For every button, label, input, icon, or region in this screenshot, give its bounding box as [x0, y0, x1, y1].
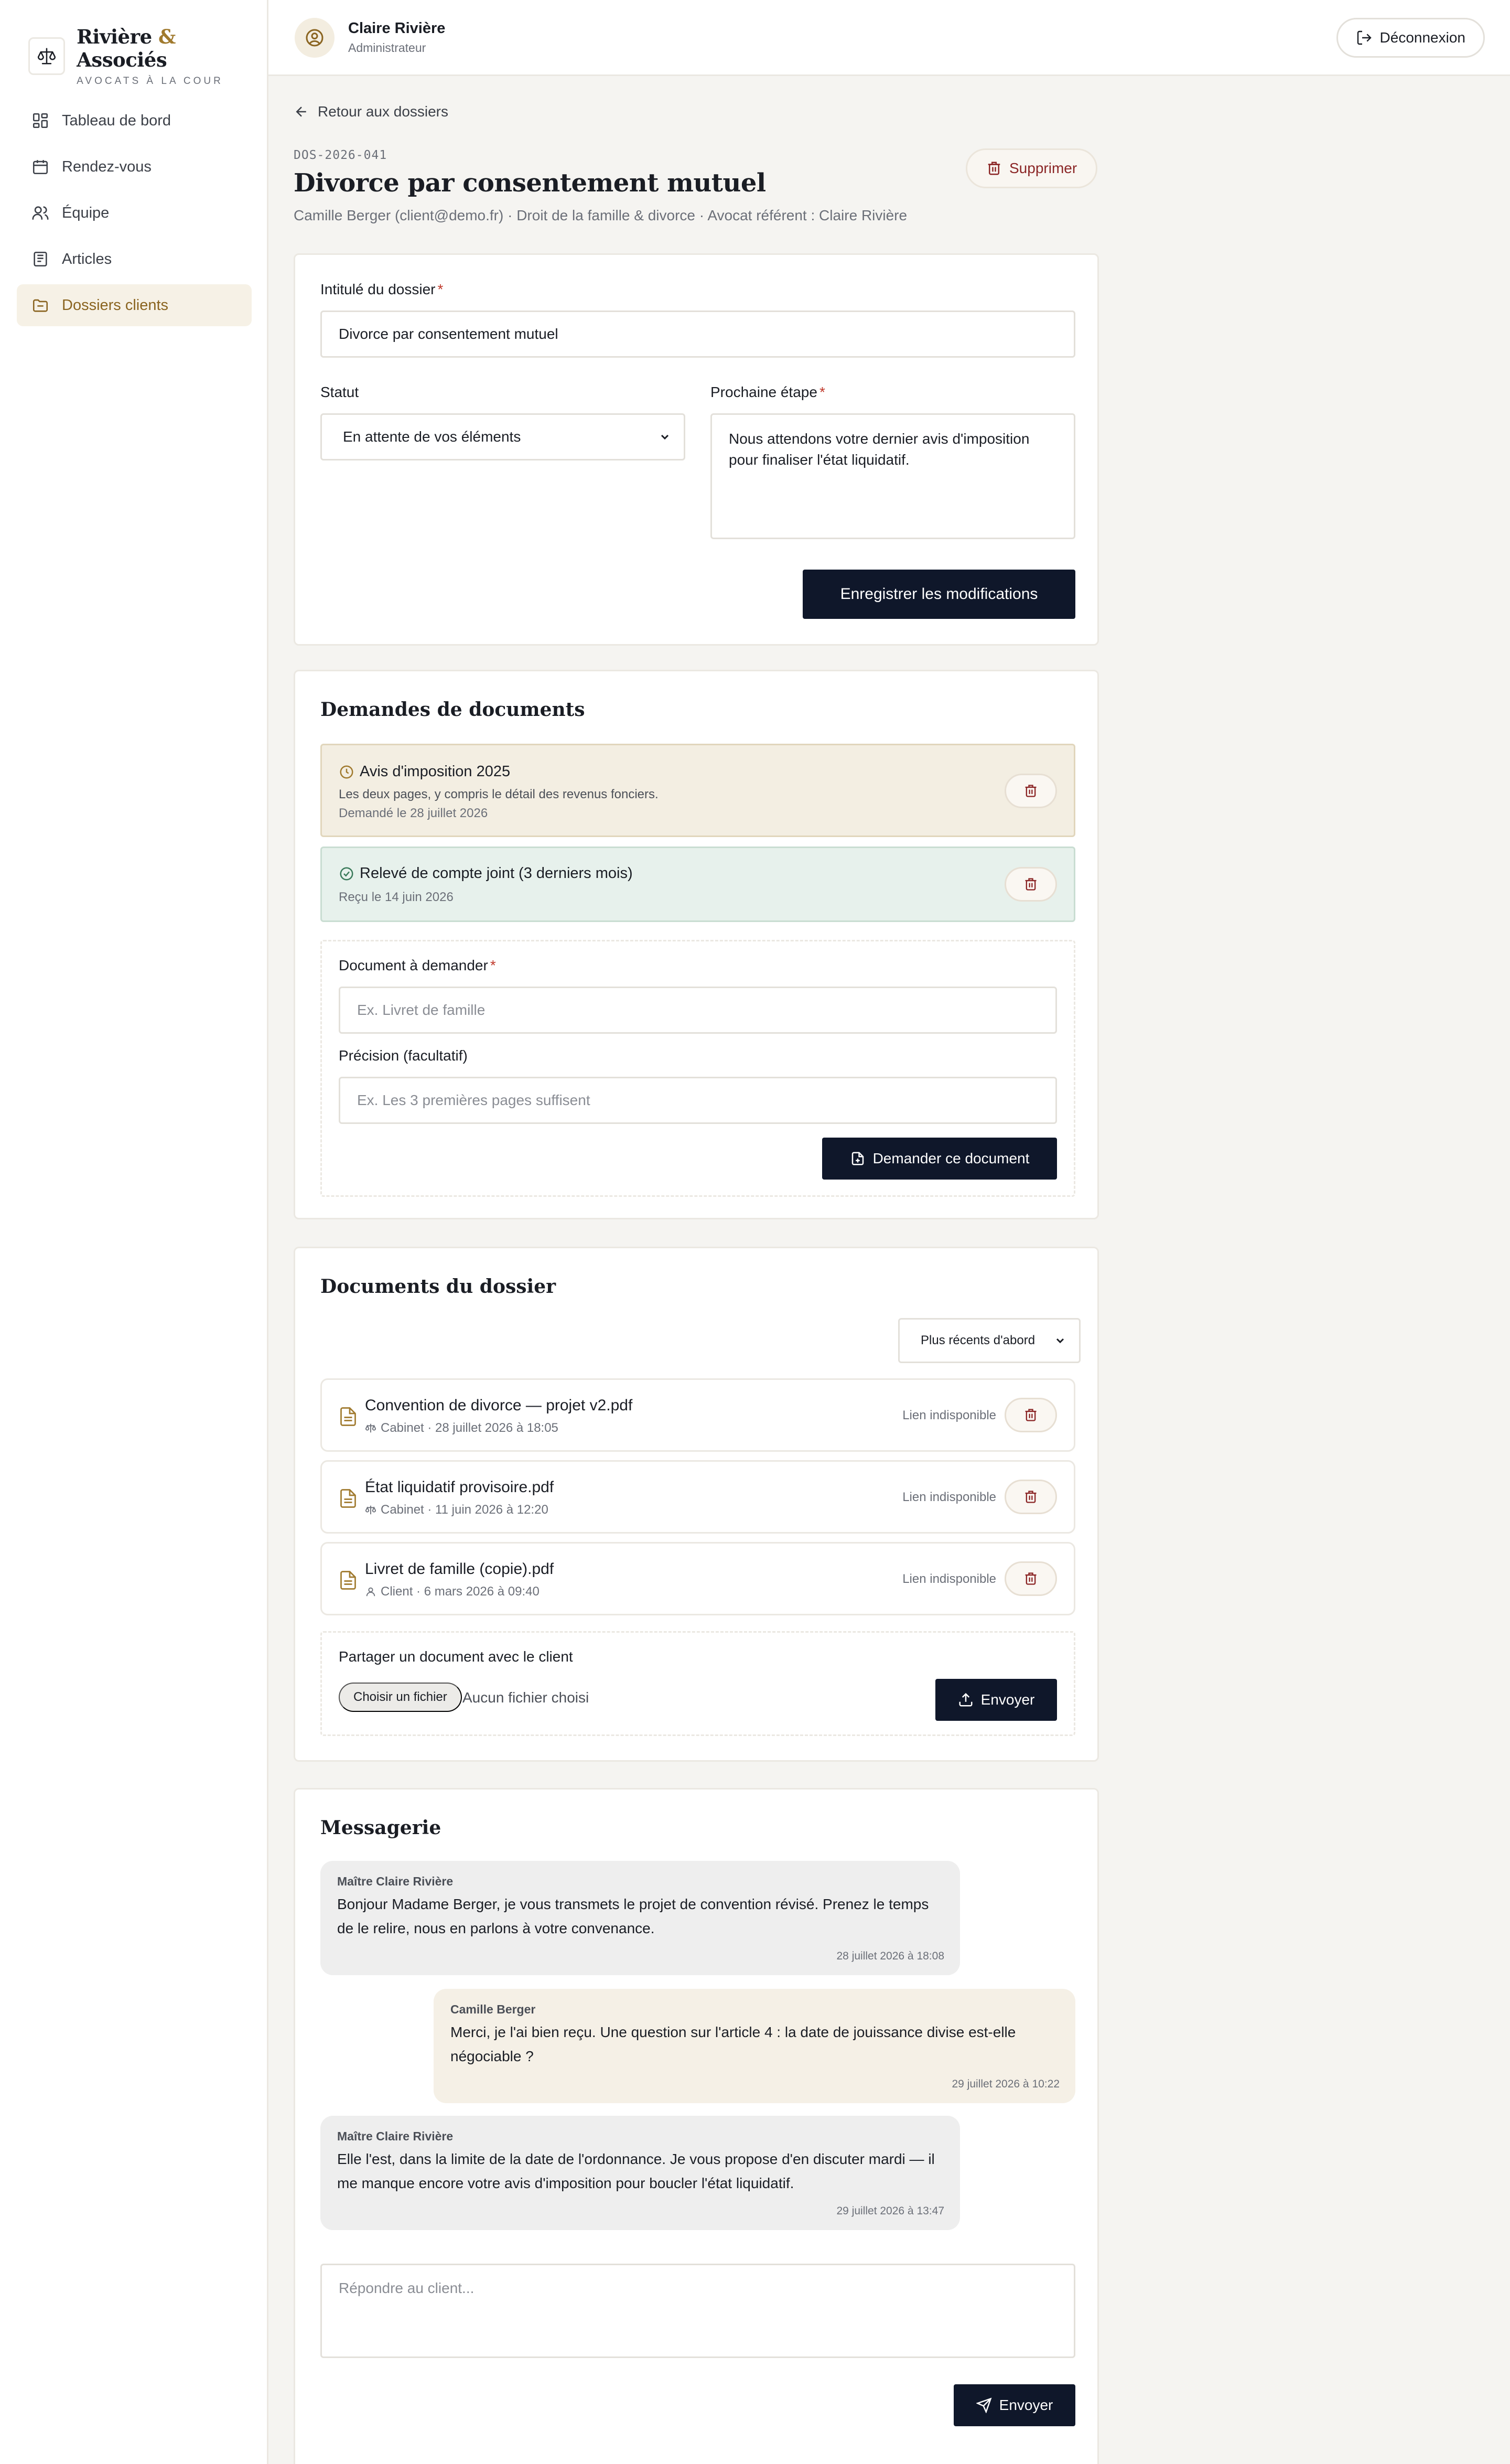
sort-select[interactable]: Plus récents d'abord	[898, 1318, 1081, 1363]
status-select[interactable]: En attente de vos éléments	[320, 413, 685, 460]
request-date: Demandé le 28 juillet 2026	[339, 806, 488, 820]
case-reference: DOS-2026-041	[294, 148, 387, 162]
sidebar-nav	[17, 100, 252, 330]
document-meta: Cabinet · 28 juillet 2026 à 18:05	[365, 1421, 558, 1435]
user-circle-icon	[304, 27, 325, 48]
document-link-status: Lien indisponible	[902, 1572, 996, 1586]
calendar-icon	[31, 158, 49, 176]
sidebar-item-label: Rendez-vous	[62, 158, 152, 175]
request-item-received	[320, 847, 1075, 922]
request-date: Reçu le 14 juin 2026	[339, 890, 454, 904]
page-title: Divorce par consentement mutuel	[294, 168, 766, 198]
share-document-form	[320, 1631, 1075, 1736]
document-meta: Cabinet · 11 juin 2026 à 12:20	[365, 1503, 548, 1517]
upload-send-button[interactable]: Envoyer	[935, 1679, 1057, 1721]
sidebar-item-articles[interactable]	[17, 238, 252, 280]
back-link[interactable]: Retour aux dossiers	[294, 103, 448, 120]
message-bubble	[434, 1989, 1075, 2103]
brand-tagline: AVOCATS À LA COUR	[77, 76, 223, 87]
case-documents-card	[294, 1247, 1099, 1762]
section-title: Messagerie	[320, 1817, 441, 1839]
file-plus-icon	[850, 1151, 866, 1166]
scales-icon	[365, 1504, 376, 1516]
precision-input[interactable]: Ex. Les 3 premières pages suffisent	[339, 1077, 1057, 1124]
upload-icon	[958, 1692, 974, 1708]
brand-logo[interactable]	[28, 25, 267, 87]
precision-label: Précision (facultatif)	[339, 1047, 468, 1064]
newspaper-icon	[31, 250, 49, 268]
choose-file-button[interactable]: Choisir un fichier	[339, 1683, 462, 1712]
message-author: Maître Claire Rivière	[337, 1874, 454, 1888]
request-item-pending	[320, 744, 1075, 837]
new-request-form	[320, 940, 1075, 1197]
save-button[interactable]: Enregistrer les modifications	[803, 570, 1075, 619]
message-time: 29 juillet 2026 à 13:47	[836, 2205, 944, 2217]
sidebar	[0, 0, 268, 2464]
document-meta: Client · 6 mars 2026 à 09:40	[365, 1584, 540, 1599]
arrow-left-icon	[294, 104, 309, 120]
delete-case-button[interactable]: Supprimer	[966, 148, 1097, 188]
document-link-status: Lien indisponible	[902, 1408, 996, 1422]
sidebar-item-appointments[interactable]	[17, 146, 252, 188]
document-name[interactable]: Convention de divorce — projet v2.pdf	[365, 1397, 633, 1414]
request-name: Relevé de compte joint (3 derniers mois)	[360, 865, 633, 882]
clock-icon	[339, 764, 354, 780]
file-text-icon	[340, 1571, 357, 1590]
logout-button[interactable]: Déconnexion	[1336, 18, 1485, 58]
user-icon	[365, 1586, 376, 1598]
dashboard-icon	[31, 112, 49, 130]
folder-icon	[31, 296, 49, 314]
sidebar-item-team[interactable]	[17, 192, 252, 234]
trash-icon	[1023, 784, 1038, 798]
next-step-label: Prochaine étape *	[710, 384, 825, 400]
chevron-down-icon	[659, 431, 671, 443]
case-title-input[interactable]: Divorce par consentement mutuel	[320, 310, 1075, 358]
document-label: Document à demander *	[339, 957, 496, 973]
user-name: Claire Rivière	[348, 20, 446, 37]
case-subline: Camille Berger (client@demo.fr) · Droit de la famille & divorce · Avocat référent : Claire Rivière	[294, 207, 908, 223]
sidebar-item-label: Articles	[62, 250, 112, 267]
share-label: Partager un document avec le client	[339, 1648, 573, 1665]
users-icon	[31, 204, 49, 222]
section-title: Documents du dossier	[320, 1276, 556, 1298]
document-row[interactable]	[320, 1542, 1075, 1615]
document-name[interactable]: État liquidatif provisoire.pdf	[365, 1479, 554, 1496]
scales-icon	[28, 37, 65, 75]
brand-name: Rivière & Associés	[77, 25, 176, 71]
message-bubble	[320, 2116, 960, 2230]
message-bubble	[320, 1861, 960, 1975]
message-time: 29 juillet 2026 à 10:22	[952, 2078, 1060, 2090]
request-description: Les deux pages, y compris le détail des revenus fonciers.	[339, 787, 659, 801]
sidebar-item-client-files[interactable]	[17, 284, 252, 326]
document-name[interactable]: Livret de famille (copie).pdf	[365, 1560, 554, 1578]
document-row[interactable]	[320, 1460, 1075, 1534]
message-author: Maître Claire Rivière	[337, 2129, 454, 2143]
title-field-label: Intitulé du dossier *	[320, 281, 444, 297]
delete-document-button[interactable]	[1005, 1480, 1057, 1514]
next-step-textarea[interactable]: Nous attendons votre dernier avis d'imposition pour finaliser l'état liquidatif.	[710, 413, 1075, 539]
trash-icon	[1023, 1571, 1038, 1586]
user-role: Administrateur	[348, 41, 426, 55]
check-circle-icon	[339, 866, 354, 882]
send-icon	[976, 2397, 992, 2413]
delete-document-button[interactable]	[1005, 1398, 1057, 1432]
request-document-button[interactable]: Demander ce document	[822, 1138, 1057, 1180]
avatar[interactable]	[295, 18, 335, 58]
file-text-icon	[340, 1489, 357, 1508]
trash-icon	[1023, 1408, 1038, 1422]
top-bar	[268, 0, 1510, 76]
document-row[interactable]	[320, 1378, 1075, 1452]
section-title: Demandes de documents	[320, 699, 585, 721]
case-edit-card	[294, 253, 1099, 646]
message-text: Merci, je l'ai bien reçu. Une question sur l'article 4 : la date de jouissance divise est-elle négociable ?	[450, 2024, 1016, 2064]
logout-icon	[1356, 29, 1373, 46]
status-label: Statut	[320, 384, 359, 400]
document-name-input[interactable]: Ex. Livret de famille	[339, 987, 1057, 1034]
message-time: 28 juillet 2026 à 18:08	[836, 1950, 944, 1962]
message-text: Elle l'est, dans la limite de la date de l'ordonnance. Je vous propose d'en discuter mardi — il me manque encore votre avis d'imposition pour boucler l'état liquidatif.	[337, 2151, 935, 2191]
trash-icon	[986, 160, 1002, 176]
trash-icon	[1023, 877, 1038, 892]
file-text-icon	[340, 1407, 357, 1426]
sidebar-item-label: Dossiers clients	[62, 296, 169, 314]
message-text: Bonjour Madame Berger, je vous transmets le projet de convention révisé. Prenez le temps de le relire, nous en parlons à votre convenance.	[337, 1896, 929, 1936]
delete-request-button[interactable]	[1005, 774, 1057, 808]
messaging-card	[294, 1788, 1099, 2464]
request-name: Avis d'imposition 2025	[360, 763, 511, 780]
sidebar-item-label: Tableau de bord	[62, 112, 171, 129]
chevron-down-icon	[1054, 1334, 1066, 1347]
delete-document-button[interactable]	[1005, 1561, 1057, 1596]
no-file-text: Aucun fichier choisi	[462, 1689, 589, 1706]
message-author: Camille Berger	[450, 2002, 536, 2016]
delete-request-button[interactable]	[1005, 867, 1057, 902]
sidebar-item-dashboard[interactable]	[17, 100, 252, 142]
scales-icon	[365, 1422, 376, 1434]
document-link-status: Lien indisponible	[902, 1490, 996, 1504]
reply-textarea[interactable]: Répondre au client...	[320, 2264, 1075, 2358]
trash-icon	[1023, 1490, 1038, 1504]
sidebar-item-label: Équipe	[62, 204, 110, 221]
document-requests-card	[294, 670, 1099, 1219]
send-message-button[interactable]: Envoyer	[954, 2384, 1075, 2426]
